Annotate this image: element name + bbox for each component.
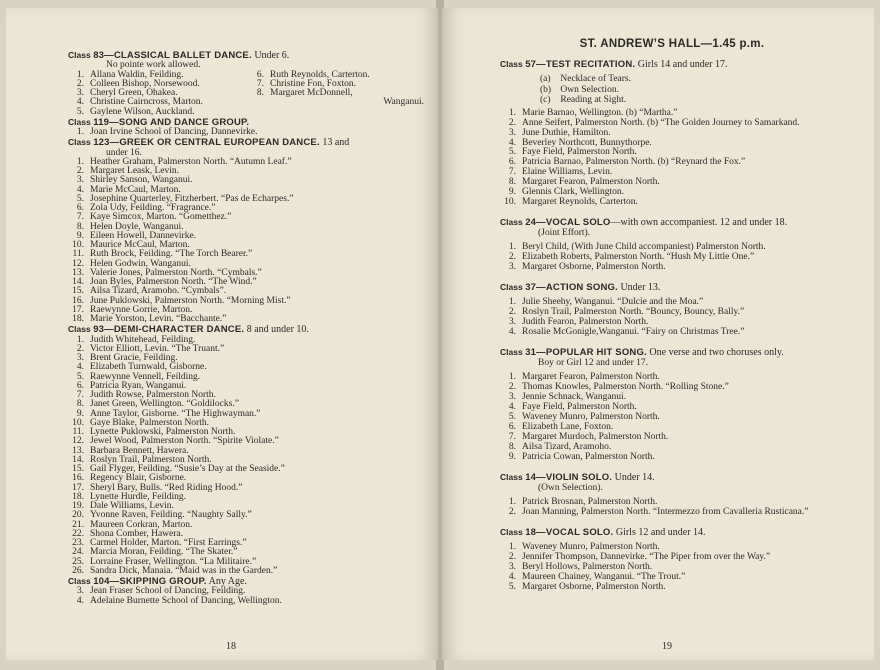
entry: 15. Gail Flyger, Feilding. “Susie’s Day at the Seaside.” (72, 464, 285, 475)
entry: 19. Dale Williams, Levin. (72, 501, 174, 512)
entry: 4. Beverley Northcott, Bunnythorpe. (508, 137, 652, 148)
class-keyword: Class (68, 50, 91, 60)
class-criteria: Any Age. (208, 576, 247, 588)
class-title: SKIPPING GROUP. (119, 576, 207, 588)
entry: 3. Shirley Sanson, Wanganui. (76, 175, 193, 186)
class-section (500, 472, 844, 518)
class-heading (68, 137, 424, 148)
entry-list (68, 158, 424, 325)
class-number: 83 (93, 50, 105, 61)
class-section (500, 347, 844, 463)
entry: 7. Christine Fon, Foxton. (256, 78, 357, 89)
entry: 5. Waveney Munro, Palmerston North. (508, 412, 660, 422)
class-keyword: Class (68, 137, 91, 148)
entry: 23. Carmel Holder, Marton. “First Earrings.” (72, 538, 247, 549)
right-page (442, 8, 874, 660)
entry: 16. June Puklowski, Palmerston North. “Morning Mist.” (72, 295, 291, 306)
dash: — (104, 324, 114, 336)
entry: 2. Colleen Bishop, Norsewood. (76, 78, 200, 89)
entry: 7. Judith Rowse, Palmerston North. (76, 390, 216, 401)
entry-list (500, 243, 844, 273)
entry: 1. Heather Graham, Palmerston North. “Autumn Leaf.” (76, 156, 292, 167)
entry: 3. Cheryl Green, Ohakea. (76, 88, 178, 99)
class-number: 104 (93, 576, 110, 588)
entry-continuation: Wanganui. (383, 97, 424, 108)
class-title: ACTION SONG. (545, 282, 618, 294)
entry: 8. Margaret McDonnell, (256, 88, 353, 99)
entry: 1. Marie Barnao, Wellington. (b) “Martha.” (508, 107, 678, 118)
class-number: 24 (525, 216, 537, 228)
entry: 6. Ruth Reynolds, Carterton. (256, 69, 370, 80)
entry: 3. Judith Fearon, Palmerston North. (508, 316, 649, 327)
sub-list (500, 74, 844, 106)
entry: 22. Shona Comber, Hawera. (72, 528, 184, 539)
entry: 1. Judith Whitehead, Feilding. (76, 334, 196, 345)
entry: 18. Marie Yorston, Levin. “Bacchante.” (72, 314, 227, 325)
entry-list (500, 543, 844, 593)
entry: 12. Jewel Wood, Palmerston North. “Spirite Violate.” (72, 436, 279, 447)
class-criteria: Girls 12 and under 14. (615, 526, 706, 538)
entry: 3. June Duthie, Hamilton. (508, 127, 611, 138)
class-criteria: 13 and (322, 137, 350, 149)
class-heading (500, 282, 844, 293)
class-criteria: —with own accompaniest. 12 and under 18. (610, 216, 788, 228)
entry-list-col2 (244, 71, 424, 117)
entry: 8. Helen Doyle, Wanganui. (76, 221, 184, 232)
class-criteria: Under 14. (614, 471, 655, 483)
entry: 7. Margaret Murdoch, Palmerston North. (508, 431, 669, 442)
dash: — (536, 471, 546, 483)
class-subheading: Boy or Girl 12 and under 17. (538, 357, 649, 368)
entry: 3. Brent Gracie, Feilding. (76, 353, 178, 364)
class-title: VOCAL SOLO. (545, 526, 614, 538)
entry-list-col1 (68, 71, 244, 117)
class-section (68, 576, 424, 606)
class-keyword: Class (68, 576, 91, 587)
class-keyword: Class (500, 59, 523, 69)
entry: 9. Eileen Howell, Dannevirke. (76, 230, 197, 241)
class-title: VOCAL SOLO (545, 216, 611, 228)
class-number: 18 (525, 526, 537, 538)
class-subheading: under 16. (106, 147, 142, 158)
entry: 2. Victor Elliott, Levin. “The Truant.” (76, 343, 225, 354)
entry: 10. Gaye Blake, Palmerston North. (72, 417, 209, 428)
class-section (500, 217, 844, 273)
class-heading (500, 59, 844, 70)
entry: 4. Rosalie McGonigle,Wanganui. “Fairy on Christmas Tree.” (508, 326, 745, 337)
class-heading (500, 472, 844, 483)
class-keyword: Class (500, 282, 523, 293)
entries-two-column (68, 71, 424, 117)
entry: 10. Maurice McCaul, Marton. (72, 240, 190, 251)
class-keyword: Class (500, 526, 523, 537)
entry-list (68, 587, 424, 606)
sub-item: (c) Reading at Sight. (540, 95, 627, 106)
entry: 13. Valerie Jones, Palmerston North. “Cymbals.” (72, 267, 262, 278)
entry: 3. Jennie Schnack, Wanganui. (508, 392, 627, 403)
class-subheading: (Joint Effort). (538, 227, 591, 238)
dash: — (536, 59, 546, 70)
entry: 5. Gaylene Wilson, Auckland. (76, 106, 195, 117)
dash: — (109, 116, 119, 128)
entry: 24. Marcia Moran, Feilding. “The Skater.” (72, 547, 238, 558)
entry: 1. Allana Waldin, Feilding. (76, 69, 184, 80)
entry: 17. Sheryl Bary, Bulls. “Red Riding Hood.” (72, 482, 243, 493)
entry: 4. Maureen Chainey, Wanganui. “The Trout.” (508, 571, 686, 582)
class-heading (500, 217, 844, 228)
entry: 10. Margaret Reynolds, Carterton. (504, 196, 638, 207)
entry-list (68, 128, 424, 137)
entry: 5. Josephine Quarterley, Fitzherbert. “Pas de Echarpes.” (76, 193, 294, 204)
class-section (500, 527, 844, 593)
entry: 2. Jennifer Thompson, Dannevirke. “The Piper from over the Way.” (508, 551, 771, 562)
entry: 14. Joan Byles, Palmerston North. “The Wind.” (72, 277, 257, 288)
class-section (68, 324, 424, 576)
entry: 20. Yvonne Raven, Feilding. “Naughty Sally.” (72, 510, 252, 521)
entry: 4. Christine Cairncross, Marton. (76, 97, 203, 108)
entry: 12. Helen Godwin, Wanganui. (72, 258, 191, 269)
entry: 4. Faye Field, Palmerston North. (508, 402, 637, 413)
class-number: 31 (525, 346, 537, 358)
entry: 9. Anne Taylor, Gisborne. “The Highwayman.” (76, 408, 261, 419)
class-criteria: Girls 14 and under 17. (637, 59, 728, 70)
entry: 2. Elizabeth Roberts, Palmerston North. “Hush My Little One.” (508, 252, 755, 263)
entry: 1. Beryl Child, (With June Child accompaniest) Palmerston North. (508, 242, 766, 253)
page-number: 18 (226, 641, 236, 652)
entry: 16. Regency Blair, Gisborne. (72, 473, 187, 484)
entry: 1. Joan Irvine School of Dancing, Dannevirke. (76, 127, 258, 138)
entry-list (500, 298, 844, 338)
class-heading (500, 527, 844, 538)
entry: 26. Sandra Dick, Manaia. “Maid was in the Garden.” (72, 565, 278, 576)
class-title: TEST RECITATION. (545, 59, 636, 70)
entry: 21. Maureen Corkran, Marton. (72, 519, 193, 530)
sub-item: (a) Necklace of Tears. (540, 74, 632, 84)
entry: 8. Margaret Fearon, Palmerston North. (508, 177, 660, 188)
entry: 7. Elaine Williams, Levin. (508, 167, 613, 178)
entry-list (500, 373, 844, 462)
entry: 5. Faye Field, Palmerston North. (508, 147, 637, 158)
dash: — (109, 576, 120, 588)
class-keyword: Class (500, 216, 523, 227)
entry: 15. Ailsa Tizard, Aramoho. “Cymbals”. (72, 286, 227, 297)
class-title: VIOLIN SOLO. (545, 471, 613, 483)
entry: 8. Janet Green, Wellington. “Goldilocks.” (76, 399, 239, 410)
class-number: 123 (93, 137, 110, 149)
entry: 2. Roslyn Trail, Palmerston North. “Bouncy, Bouncy, Bally.” (508, 307, 745, 318)
class-section (500, 282, 844, 338)
class-title: DEMI-CHARACTER DANCE. (113, 324, 245, 336)
entry: 1. Patrick Brosnan, Palmerston North. (508, 497, 658, 508)
entry: 2. Anne Seifert, Palmerston North. (b) “The Golden Journey to Samarkand. (508, 117, 800, 128)
class-title: SONG AND DANCE GROUP. (118, 116, 250, 128)
dash: — (104, 50, 114, 61)
class-section (68, 137, 424, 324)
entry: 6. Zola Udy, Feilding. “Fragrance.” (76, 203, 216, 214)
entry: 5. Margaret Osborne, Palmerston North. (508, 581, 666, 592)
entry: 25. Lorraine Fraser, Wellington. “La Militaire.” (72, 556, 257, 567)
dash: — (109, 137, 120, 149)
class-title: GREEK OR CENTRAL EUROPEAN DANCE. (119, 137, 320, 149)
entry-list (500, 498, 844, 518)
class-keyword: Class (500, 346, 523, 357)
page-number: 19 (662, 641, 672, 652)
entry: 1. Margaret Fearon, Palmerston North. (508, 372, 660, 383)
class-keyword: Class (500, 471, 523, 482)
class-section (68, 50, 424, 117)
entry: 18. Lynette Hurdle, Feilding. (72, 491, 187, 502)
class-keyword: Class (68, 116, 91, 127)
entry: 3. Beryl Hollows, Palmerston North. (508, 561, 653, 572)
class-heading (500, 347, 844, 358)
entry: 4. Adelaine Burnette School of Dancing, Wellington. (76, 595, 282, 606)
class-number: 93 (93, 324, 105, 336)
dash: — (536, 282, 546, 294)
entry: 4. Marie McCaul, Marton. (76, 184, 181, 195)
entry: 2. Margaret Leask, Levin. (76, 166, 179, 177)
entry-list (500, 109, 844, 208)
entry: 1. Waveney Munro, Palmerston North. (508, 541, 660, 552)
entry: 6. Patricia Ryan, Wanganui. (76, 380, 187, 391)
class-section (500, 59, 844, 208)
entry: 8. Ailsa Tizard, Aramoho. (508, 441, 612, 452)
entry: 9. Patricia Cowan, Palmerston North. (508, 451, 655, 462)
class-section (68, 117, 424, 137)
class-number: 37 (525, 282, 537, 294)
hall-heading: ST. ANDREW’S HALL—1.45 p.m. (579, 38, 765, 50)
entry: 3. Margaret Osborne, Palmerston North. (508, 262, 666, 273)
sub-item: (b) Own Selection. (540, 84, 619, 95)
class-criteria: One verse and two choruses only. (649, 346, 784, 358)
class-subheading: No pointe work allowed. (106, 60, 201, 71)
entry: 2. Joan Manning, Palmerston North. “Intermezzo from Cavalleria Rusticana.” (508, 507, 809, 518)
class-criteria: Under 13. (620, 282, 661, 294)
entry: 5. Raewynne Vennell, Feilding. (76, 371, 201, 382)
class-number: 57 (525, 59, 537, 70)
entry: 6. Elizabeth Lane, Foxton. (508, 421, 614, 432)
dash: — (536, 346, 546, 358)
entry: 7. Kaye Simcox, Marton. “Gometthez.” (76, 212, 232, 223)
dash: — (536, 526, 546, 538)
entry: 3. Jean Fraser School of Dancing, Feilding. (76, 586, 246, 597)
entry: 11. Lynette Puklowski, Palmerston North. (72, 427, 236, 438)
left-page (6, 8, 438, 660)
class-title: POPULAR HIT SONG. (545, 346, 647, 358)
class-criteria: Under 6. (254, 50, 290, 61)
entry: 6. Patricia Barnao, Palmerston North. (b) “Reynard the Fox.” (508, 157, 746, 168)
class-number: 119 (93, 116, 110, 128)
class-criteria: 8 and under 10. (246, 324, 309, 336)
entry: 2. Thomas Knowles, Palmerston North. “Rolling Stone.” (508, 382, 729, 393)
entry: 14. Roslyn Trail, Palmerston North. (72, 454, 212, 465)
entry: 17. Raewynne Gorrie, Marton. (72, 304, 193, 315)
class-title: CLASSICAL BALLET DANCE. (113, 50, 252, 61)
entry: 13. Barbara Bennett, Hawera. (72, 445, 189, 456)
class-keyword: Class (68, 324, 91, 335)
entry: 11. Ruth Brock, Feilding. “The Torch Bearer.” (72, 249, 253, 260)
entry-list (68, 336, 424, 577)
class-subheading: (Own Selection). (538, 482, 603, 493)
entry: 9. Glennis Clark, Wellington. (508, 187, 624, 198)
entry: 4. Elizabeth Turnwald, Gisborne. (76, 362, 207, 373)
class-number: 14 (525, 471, 537, 483)
dash: — (536, 216, 546, 228)
entry: 1. Julie Sheehy, Wanganui. “Dulcie and the Moa.” (508, 297, 704, 308)
